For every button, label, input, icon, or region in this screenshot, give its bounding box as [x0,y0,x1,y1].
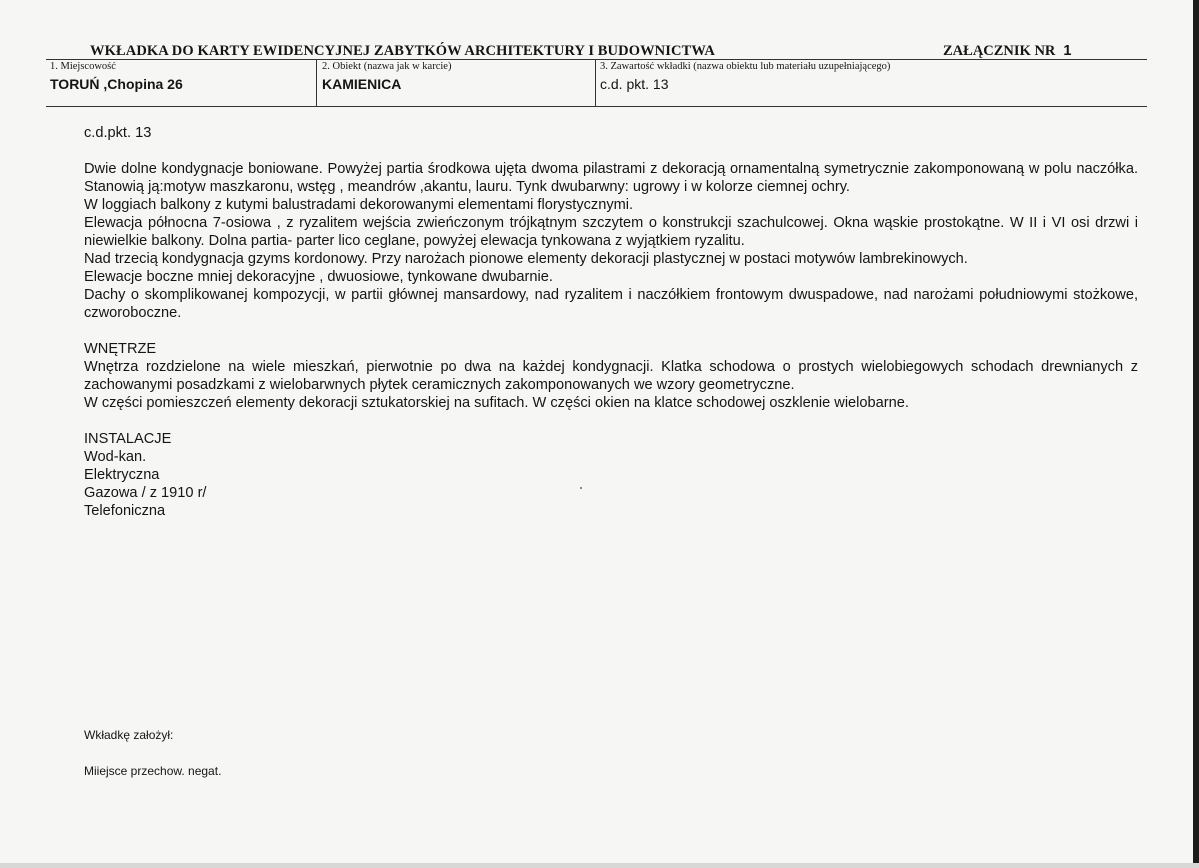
location-label: 1. Miejscowość [50,61,116,72]
installation-item: Telefoniczna [84,503,166,519]
facade-paragraph: Dwie dolne kondygnacje boniowane. Powyżej partia środkowa ujęta dwoma pilastrami z dekoracją ornamentalną symetrycznie zakomponowaną w polu naczółka. Stanowią ją:motyw maszkaronu, wstęg , meandrów ,akantu, lauru. Tynk dwubarwny: ugrowy i w kolorze ciemnej ochry. [84,161,1138,195]
roofs-paragraph: Dachy o skomplikowanej kompozycji, w partii głównej mansardowy, nad ryzalitem i naczółkiem frontowym dwuspadowe, nad narożami południowymi stożkowe, czworoboczne. [84,287,1138,321]
balconies-paragraph: W loggiach balkony z kutymi balustradami dekorowanymi elementami florystycznymi. [84,197,634,213]
annex-number: 1 [1063,43,1072,59]
side-elevations-paragraph: Elewacje boczne mniej dekoracyjne , dwuosiowe, tynkowane dwubarnie. [84,269,553,285]
document-title: WKŁADKA DO KARTY EWIDENCYJNEJ ZABYTKÓW ARCHITEKTURY I BUDOWNICTWA [90,43,715,59]
prepared-by-label: Wkładkę założył: [84,728,174,742]
negative-location-label: Miiejsce przechow. negat. [84,764,222,778]
interior-decoration-paragraph: W części pomieszczeń elementy dekoracji sztukatorskiej na sufitach. W części okien na klatce schodowej oszklenie wielobarne. [84,395,909,411]
field-divider-2 [595,59,596,107]
object-label: 2. Obiekt (nazwa jak w karcie) [322,61,452,72]
document-body [84,124,1138,520]
interior-paragraph: Wnętrza rozdzielone na wiele mieszkań, pierwotnie po dwa na każdej kondygnacji. Klatka schodowa o prostych wielobiegowych schodach drewnianych z zachowanymi posadzkami z wielobarwnych płytek ceramicznych zakomponowanych we wzory geometryczne. [84,359,1138,393]
scan-edge-right [1193,0,1199,868]
contents-label: 3. Zawartość wkładki (nazwa obiektu lub materiału uzupełniającego) [600,61,891,72]
field-divider-1 [316,59,317,107]
scan-edge-bottom [0,863,1199,868]
installation-item: Gazowa / z 1910 r/ [84,485,207,501]
annex-label-text: ZAŁĄCZNIK NR [943,43,1056,59]
interior-heading: WNĘTRZE [84,341,157,357]
north-elevation-paragraph: Elewacja północna 7-osiowa , z ryzalitem wejścia zwieńczonym trójkątnym szczytem o konstrukcji szachulcowej. Okna wąskie prostokątne. W II i VI osi drzwi i niewielkie balkony. Dolna partia- parter lico ceglane, powyżej elewacja tynkowana z wyjątkiem ryzalitu. [84,215,1138,249]
header-bottom-rule [46,106,1147,107]
annex-label [943,43,1071,60]
speck [580,487,582,489]
contents-value: c.d. pkt. 13 [600,76,669,92]
object-value: KAMIENICA [322,76,402,92]
intro-reference: c.d.pkt. 13 [84,125,152,141]
installation-item: Elektryczna [84,467,160,483]
cornice-paragraph: Nad trzecią kondygnacja gzyms kordonowy. Przy narożach pionowe elementy dekoracji plastycznej w postaci motywów lambrekinowych. [84,251,968,267]
installation-item: Wod-kan. [84,449,147,465]
location-value: TORUŃ ,Chopina 26 [50,76,183,92]
installations-heading: INSTALACJE [84,431,172,447]
header-top-rule [46,59,1147,60]
